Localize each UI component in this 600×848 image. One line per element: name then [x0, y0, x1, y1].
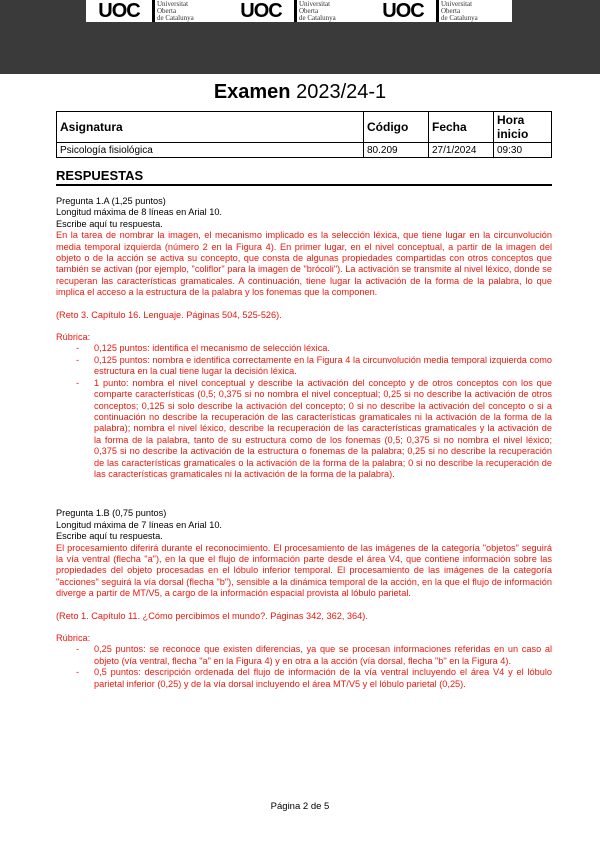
exam-title-year: 2023/24-1: [290, 81, 387, 103]
uoc-logo: [86, 0, 228, 22]
header-codigo: Código: [364, 112, 429, 143]
uoc-logo: [370, 0, 512, 22]
q1b-answer: El procesamiento diferirá durante el reconocimiento. El procesamiento de las imágenes de la categoría "objetos" seguirá la vía ventral (flecha "a"), en la que el flujo de información parte desde el área V4, que contiene información sobre las propiedades del objeto procesadas en el lóbulo inferior temporal. El procesamiento de las imágenes de la categoría "acciones" seguirá la vía dorsal (flecha "b"), sensible a la dinámica temporal de la acción, en la que el flujo de información diverge a partir de MT/V5, a cargo de la información espacial provista al lóbulo parietal.: [56, 542, 552, 599]
q1a-length: Longitud máxima de 8 líneas en Arial 10.: [56, 207, 222, 218]
q1a-reference: (Reto 3. Capítulo 16. Lenguaje. Páginas 504, 525-526).: [56, 309, 282, 320]
q1b-length: Longitud máxima de 7 líneas en Arial 10.: [56, 519, 222, 530]
q1a-write: Escribe aquí tu respuesta.: [56, 218, 163, 229]
header-hora-inicio: Hora inicio: [494, 112, 552, 143]
q1b-reference: (Reto 1. Capítulo 11. ¿Cómo percibimos el mundo?. Páginas 342, 362, 364).: [56, 610, 368, 621]
header-asignatura: Asignatura: [57, 112, 364, 143]
q1a-heading: Pregunta 1.A (1,25 puntos): [56, 196, 166, 206]
list-item: - 0,125 puntos: nombra e identifica correctamente en la Figura 4 la circunvolución media temporal izquierda como estructura en la cual tiene lugar la decisión léxica.: [56, 355, 552, 378]
q1a-answer: En la tarea de nombrar la imagen, el mecanismo implicado es la selección léxica, que tiene lugar en la circunvolución media temporal izquierda (número 2 en la Figura 4). En primer lugar, en el nivel conceptual, a partir de la imagen del objeto o de la acción se activa su concepto, que consta de algunas propiedades compartidas con otros conceptos que también se activan (por ejemplo, "coliflor" para la imagen de "brócoli"). La activación se transmite al nivel léxico, donde se recuperan las características gramaticales. A continuación, tiene lugar la activación de la forma de la palabra, lo que implica el acceso a la estructura de la palabra y los fonemas que la componen.: [56, 230, 552, 298]
answers-content: [56, 196, 552, 690]
uoc-logo-mark: UOC: [86, 0, 152, 22]
uoc-logo-text: Universitat Oberta de Catalunya: [439, 0, 512, 22]
uoc-logo-text: Universitat Oberta de Catalunya: [155, 0, 228, 22]
uoc-logo-mark: UOC: [228, 0, 294, 22]
cell-hora: 09:30: [494, 143, 552, 158]
table-row: [57, 143, 552, 158]
list-item: - 0,125 puntos: identifica el mecanismo de selección léxica.: [56, 343, 552, 354]
q1b-rubric-list: [56, 644, 552, 690]
list-item: - 1 punto: nombra el nivel conceptual y describe la activación del concepto y de otros conceptos con los que comparte características (0,5; 0,375 si no nombra el nivel conceptual; 0,25 si no describe la activación de otros conceptos; 0,125 si solo describe la activación del concepto; 0 si no describe la activación del concepto o si a continuación no describe la recuperación de las características gramaticales ni la activación de la forma de la palabra); nombra el nivel léxico, describe la recuperación de las características gramaticales y la activación de la forma de la palabra, tanto de su estructura como de los fonemas (0,5; 0,375 si no nombra el nivel léxico; 0,375 si no describe la activación de la estructura o fonemas de la palabra; 0,25 si no describe la recuperación de las características gramaticales o la activación de la forma de la palabra; 0 si no describe la recuperación de las características gramaticales ni la activación de la forma de la palabra).: [56, 378, 552, 481]
cell-fecha: 27/1/2024: [429, 143, 494, 158]
q1a-rubric-list: [56, 343, 552, 480]
cell-codigo: 80.209: [364, 143, 429, 158]
exam-info-table: [56, 111, 552, 158]
cell-asignatura: Psicología fisiológica: [57, 143, 364, 158]
q1a-rubric-label: Rúbrica:: [56, 332, 91, 343]
list-item: - 0,25 puntos: se reconoce que existen diferencias, ya que se procesan informaciones referidas en un caso al objeto (vía ventral, flecha "a" en la Figura 4) y en otra a la acción (vía dorsal, flecha "b" en la Figura 4).: [56, 644, 552, 667]
exam-title-bold: Examen: [213, 81, 291, 103]
q1b-rubric-label: Rúbrica:: [56, 633, 91, 643]
q1b-write: Escribe aquí tu respuesta.: [56, 531, 163, 542]
uoc-logo: [228, 0, 370, 22]
q1b-heading: Pregunta 1.B (0,75 puntos): [56, 508, 167, 519]
page-number: Página 2 de 5: [270, 801, 330, 812]
section-title: RESPUESTAS: [56, 168, 552, 186]
list-item: - 0,5 puntos: descripción ordenada del flujo de información de la vía ventral incluyendo el área V4 y el lóbulo parietal inferior (0,25) y de la vía dorsal incluyendo el área MT/V5 y el lóbulo parietal (0,25).: [56, 667, 552, 690]
table-header-row: [57, 112, 552, 143]
uoc-logo-mark: UOC: [370, 0, 436, 22]
exam-title: [0, 80, 600, 104]
uoc-logo-text: Universitat Oberta de Catalunya: [297, 0, 370, 22]
header-band: [0, 0, 600, 74]
header-fecha: Fecha: [429, 112, 494, 143]
